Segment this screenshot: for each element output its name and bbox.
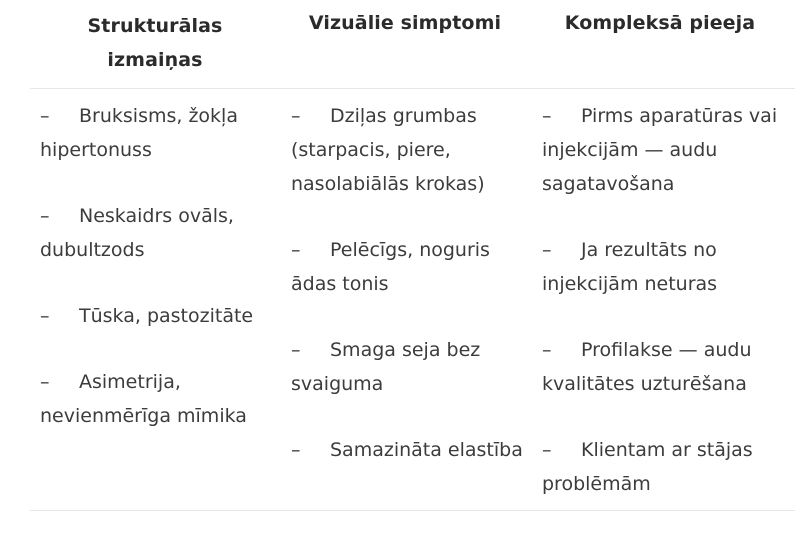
dash-marker: – [40,371,50,393]
dash-marker: – [40,105,50,127]
dash-marker: – [291,339,301,361]
list-item [291,233,531,301]
dash-marker: – [40,305,50,327]
list-item [291,99,531,201]
column-header-complex-approach: Kompleksā pieeja [564,12,756,34]
dash-marker: – [291,105,301,127]
list-item [291,433,531,467]
list-item-text: Profilakse — audu kvalitātes uzturēšana [542,339,752,395]
dash-marker: – [542,105,552,127]
column-header-structural-changes: Strukturālas izmaiņas [87,15,223,71]
list-item-text: Ja rezultāts no injekcijām neturas [542,239,718,295]
list-item-text: Neskaidrs ovāls, dubultzods [40,205,234,261]
list-item-text: Samazināta elastība [330,439,523,461]
list-item [542,99,787,201]
list-item [40,365,280,433]
dash-marker: – [542,339,552,361]
dash-marker: – [542,239,552,261]
dash-marker: – [291,439,301,461]
list-item-text: Smaga seja bez svaiguma [291,339,481,395]
dash-marker: – [291,239,301,261]
column-structural-changes [40,99,280,465]
list-item-text: Dziļas grumbas (starpacis, piere, nasolabiālās krokas) [291,105,485,195]
column-header-visual-symptoms: Vizuālie simptomi [308,12,502,34]
list-item-text: Pelēcīgs, noguris ādas tonis [291,239,490,295]
list-item-text: Bruksisms, žokļa hipertonuss [40,105,238,161]
dash-marker: – [40,205,50,227]
symptoms-table [30,0,795,512]
column-complex-approach [542,99,787,533]
list-item [40,99,280,167]
list-item [40,199,280,267]
list-item-text: Tūska, pastozitāte [79,305,254,327]
list-item-text: Asimetrija, nevienmērīga mīmika [40,371,247,427]
list-item-text: Pirms aparatūras vai injekcijām — audu sagatavošana [542,105,778,195]
list-item [542,233,787,301]
list-item [291,333,531,401]
table-bottom-border [30,510,795,511]
list-item-text: Klientam ar stājas problēmām [542,439,753,495]
column-visual-symptoms [291,99,531,499]
list-item [542,433,787,501]
list-item [40,299,280,333]
list-item [542,333,787,401]
dash-marker: – [542,439,552,461]
table-header-row [30,0,795,89]
